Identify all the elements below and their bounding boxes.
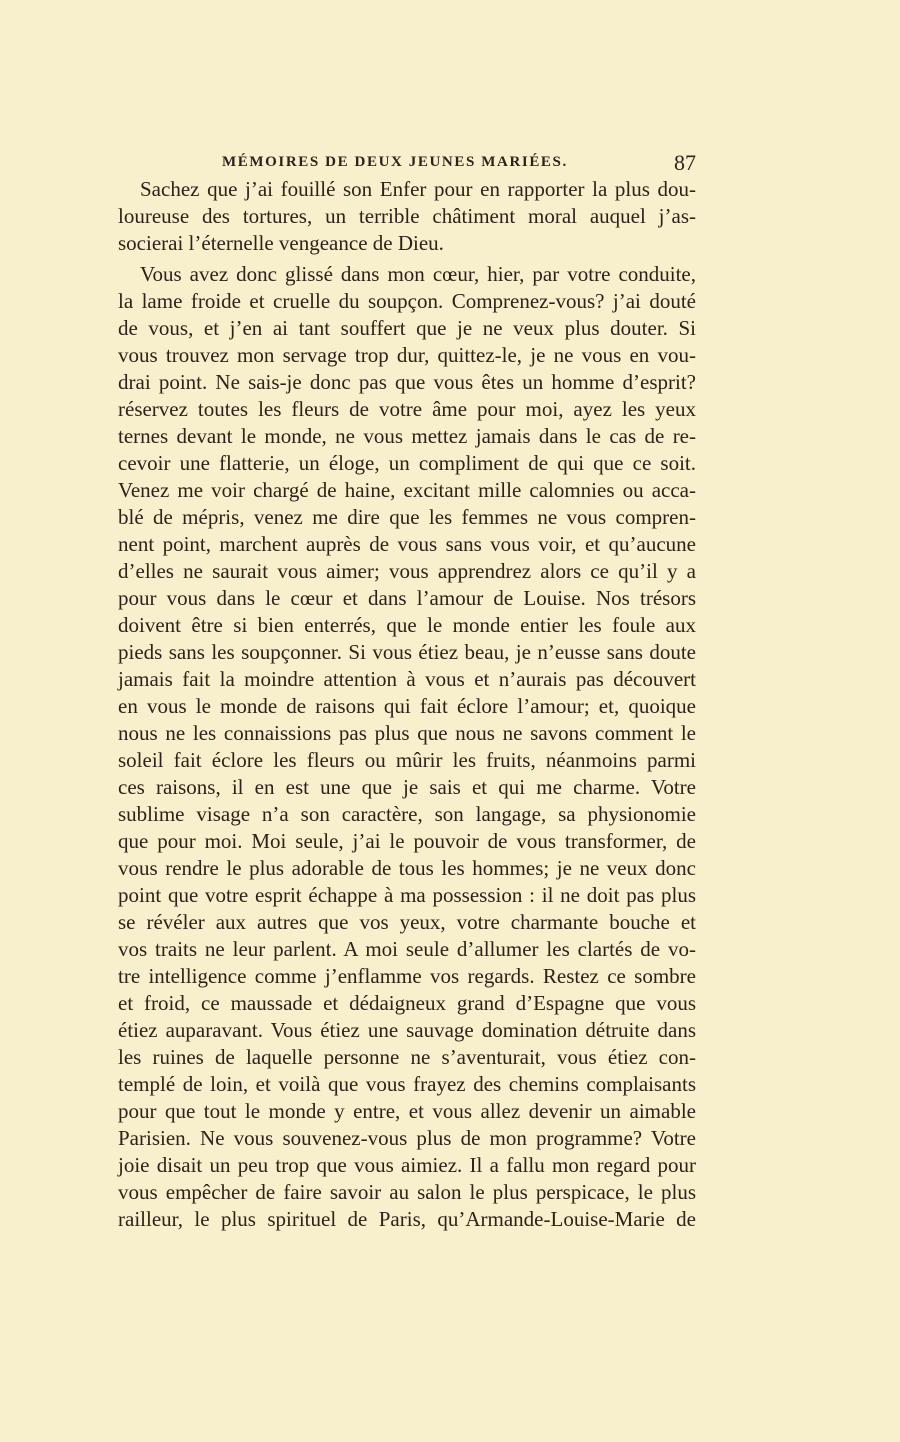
page-number: 87 (674, 150, 696, 175)
text-line: Vous avez donc glissé dans mon cœur, hier, par votre conduite, (140, 262, 696, 286)
body-text (118, 176, 696, 1233)
text-line: les ruines de laquelle personne ne s’aventurait, vous étiez con- (118, 1045, 696, 1069)
text-line: Venez me voir chargé de haine, excitant mille calomnies ou acca- (118, 478, 696, 502)
text-line: Sachez que j’ai fouillé son Enfer pour en rapporter la plus dou- (140, 177, 696, 201)
text-line: nous ne les connaissions pas plus que nous ne savons comment le (118, 721, 696, 745)
text-line: vos traits ne leur parlent. A moi seule d’allumer les clartés de vo- (118, 937, 696, 961)
text-line: sublime visage n’a son caractère, son langage, sa physionomie (118, 802, 696, 826)
text-line: vous rendre le plus adorable de tous les hommes; je ne veux donc (118, 856, 696, 880)
text-line: se révéler aux autres que vos yeux, votre charmante bouche et (118, 910, 696, 934)
text-line: ternes devant le monde, ne vous mettez jamais dans le cas de re- (118, 424, 696, 448)
text-line: étiez auparavant. Vous étiez une sauvage domination détruite dans (118, 1018, 696, 1042)
text-line: drai point. Ne sais-je donc pas que vous êtes un homme d’esprit? (118, 370, 696, 394)
text-line: ces raisons, il en est une que je sais et qui me charme. Votre (118, 775, 696, 799)
running-title: MÉMOIRES DE DEUX JEUNES MARIÉES. (222, 154, 568, 170)
text-line: joie disait un peu trop que vous aimiez. Il a fallu mon regard pour (118, 1153, 696, 1177)
text-line: railleur, le plus spirituel de Paris, qu’Armande-Louise-Marie de (118, 1207, 696, 1231)
text-line: et froid, ce maussade et dédaigneux grand d’Espagne que vous (118, 991, 696, 1015)
text-line: nent point, marchent auprès de vous sans vous voir, et qu’aucune (118, 532, 696, 556)
text-line: pieds sans les soupçonner. Si vous étiez beau, je n’eusse sans doute (118, 640, 696, 664)
text-line: templé de loin, et voilà que vous frayez des chemins complaisants (118, 1072, 696, 1096)
text-line: vous trouvez mon servage trop dur, quittez-le, je ne vous en vou- (118, 343, 696, 367)
text-line: loureuse des tortures, un terrible châtiment moral auquel j’as- (118, 204, 696, 228)
text-line: cevoir une flatterie, un éloge, un compliment de qui que ce soit. (118, 451, 696, 475)
text-line: doivent être si bien enterrés, que le monde entier les foule aux (118, 613, 696, 637)
page-header (118, 150, 696, 176)
text-line: tre intelligence comme j’enflamme vos regards. Restez ce sombre (118, 964, 696, 988)
text-line: de vous, et j’en ai tant souffert que je ne veux plus douter. Si (118, 316, 696, 340)
text-line: la lame froide et cruelle du soupçon. Comprenez-vous? j’ai douté (118, 289, 696, 313)
text-line: en vous le monde de raisons qui fait éclore l’amour; et, quoique (118, 694, 696, 718)
text-line: point que votre esprit échappe à ma possession : il ne doit pas plus (118, 883, 696, 907)
text-line: pour que tout le monde y entre, et vous allez devenir un aimable (118, 1099, 696, 1123)
text-line: réservez toutes les fleurs de votre âme pour moi, ayez les yeux (118, 397, 696, 421)
text-line: pour vous dans le cœur et dans l’amour de Louise. Nos trésors (118, 586, 696, 610)
text-line: blé de mépris, venez me dire que les femmes ne vous compren- (118, 505, 696, 529)
text-line: que pour moi. Moi seule, j’ai le pouvoir de vous transformer, de (118, 829, 696, 853)
text-line: d’elles ne saurait vous aimer; vous apprendrez alors ce qu’il y a (118, 559, 696, 583)
text-line: jamais fait la moindre attention à vous et n’aurais pas découvert (118, 667, 696, 691)
text-line: soleil fait éclore les fleurs ou mûrir les fruits, néanmoins parmi (118, 748, 696, 772)
text-line: Parisien. Ne vous souvenez-vous plus de mon programme? Votre (118, 1126, 696, 1150)
text-line: vous empêcher de faire savoir au salon le plus perspicace, le plus (118, 1180, 696, 1204)
text-line: socierai l’éternelle vengeance de Dieu. (118, 231, 444, 255)
